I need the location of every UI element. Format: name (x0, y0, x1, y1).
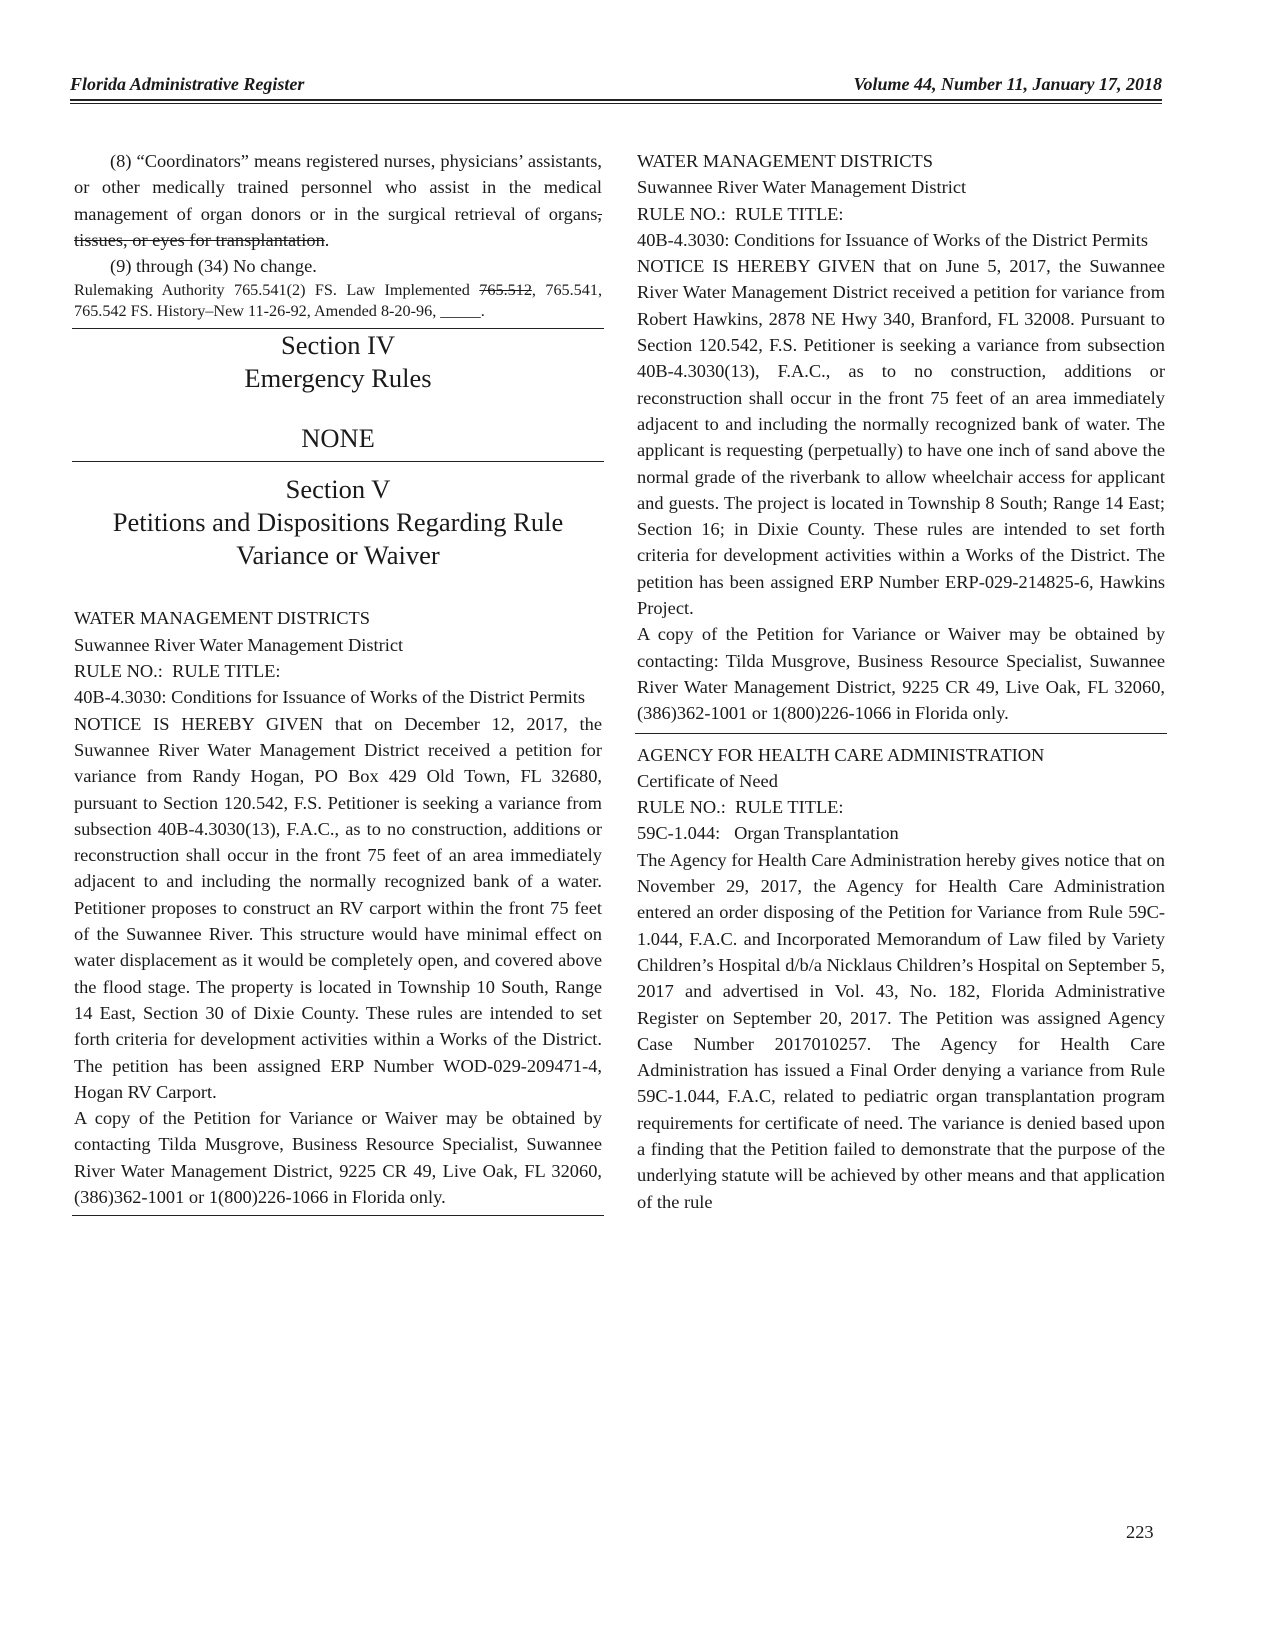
section-divider (72, 461, 604, 462)
district-name: Suwannee River Water Management District (74, 634, 404, 655)
notice-end-rule (72, 1215, 604, 1216)
agency-name: WATER MANAGEMENT DISTRICTS (74, 608, 370, 629)
left-column (74, 148, 602, 1216)
notice-paragraph: NOTICE IS HEREBY GIVEN that on June 5, 2017, the Suwannee River Water Management District received a petition for variance from Robert Hawkins, 2878 NE Hwy 340, Branford, FL 32008. Pursuant to Section 120.542, F.S. Petitioner is seeking a variance from subsection 40B-4.3030(13), F.A.C., as to no construction, additions or reconstruction shall occur in the front 75 feet of an area immediately adjacent to and including the normally recognized bank of water. The applicant is requesting (perpetually) to have one inch of sand above the normal grade of the riverbank to allow wheelchair access for applicant and guests. The project is located in Township 8 South; Range 14 East; Section 16; in Dixie County. These rules are intended to set forth criteria for development activities within a Works of the District. The petition has been assigned ERP Number ERP-029-214825-6, Hawkins Project. (637, 256, 1165, 619)
struck-text: , tissues, or eyes for transplantation (74, 203, 602, 250)
agency-name: AGENCY FOR HEALTH CARE ADMINISTRATION (637, 744, 1045, 765)
right-column (637, 148, 1165, 1215)
rulemaking-authority: Rulemaking Authority 765.541(2) FS. Law Implemented 765.512, 765.541, 765.542 FS. History–New 11-26-92, Amended 8-20-96, _____. (74, 281, 603, 321)
rule-label: RULE NO.: RULE TITLE: (74, 661, 281, 682)
category-name: Certificate of Need (637, 770, 778, 791)
no-change-paragraph: (9) through (34) No change. (110, 256, 317, 277)
section-v-heading: Section V Petitions and Dispositions Regarding Rule Variance or Waiver (112, 474, 564, 571)
header-rule-thin (70, 103, 1162, 104)
running-header (70, 74, 1162, 95)
district-name: Suwannee River Water Management District (637, 177, 967, 198)
rule-title: 59C-1.044: Organ Transplantation (637, 823, 899, 844)
header-rule (70, 99, 1162, 101)
page-number: 223 (1126, 1522, 1154, 1542)
section-iv-heading: Section IV Emergency Rules NONE (74, 329, 602, 455)
definition-paragraph: (8) “Coordinators” means registered nurses, physicians’ assistants, or other medically trained personnel who assist in the medical management of organ donors or in the surgical retrieval of organs, tissues, or eyes for transplantation. (74, 151, 602, 250)
none-text: NONE (301, 423, 375, 454)
struck-text: 765.512 (479, 281, 532, 300)
copy-paragraph: A copy of the Petition for Variance or Waiver may be obtained by contacting Tilda Musgrove, Business Resource Specialist, Suwannee River Water Management District, 9225 CR 49, Live Oak, FL 32060, (386)362-1001 or 1(800)226-1066 in Florida only. (74, 1108, 602, 1208)
copy-paragraph: A copy of the Petition for Variance or Waiver may be obtained by contacting: Tilda Musgrove, Business Resource Specialist, Suwannee River Water Management District, 9225 CR 49, Live Oak, FL 32060, (386)362-1001 or 1(800)226-1066 in Florida only. (637, 624, 1165, 724)
notice-divider (635, 733, 1167, 734)
rule-label: RULE NO.: RULE TITLE: (637, 203, 844, 224)
rule-title: 40B-4.3030: Conditions for Issuance of Works of the District Permits (637, 229, 1149, 250)
notice-paragraph: NOTICE IS HEREBY GIVEN that on December 12, 2017, the Suwannee River Water Management District received a petition for variance from Randy Hogan, PO Box 429 Old Town, FL 32680, pursuant to Section 120.542, F.S. Petitioner is seeking a variance from subsection 40B-4.3030(13), F.A.C., as to no construction, additions or reconstruction shall occur in the front 75 feet of an area immediately adjacent to and including the normally recognized bank of a water. Petitioner proposes to construct an RV carport within the front 75 feet of the Suwannee River. This structure would have minimal effect on water displacement as it would be completely open, and covered above the flood stage. The property is located in Township 10 South, Range 14 East, Section 30 of Dixie County. These rules are intended to set forth criteria for development activities within a Works of the District. The petition has been assigned ERP Number WOD-029-209471-4, Hogan RV Carport. (74, 713, 602, 1102)
agency-name: WATER MANAGEMENT DISTRICTS (637, 151, 933, 171)
rule-label: RULE NO.: RULE TITLE: (637, 797, 844, 818)
rule-title: 40B-4.3030: Conditions for Issuance of Works of the District Permits (74, 687, 586, 708)
issue-info: Volume 44, Number 11, January 17, 2018 (853, 74, 1162, 94)
notice-paragraph: The Agency for Health Care Administration hereby gives notice that on November 29, 2017, the Agency for Health Care Administration entered an order disposing of the Petition for Variance from Rule 59C-1.044, F.A.C. and Incorporated Memorandum of Law filed by Variety Children’s Hospital d/b/a Nicklaus Children’s Hospital on September 5, 2017 and advertised in Vol. 43, No. 182, Florida Administrative Register on September 20, 2017. The Petition was assigned Agency Case Number 2017010257. The Agency for Health Care Administration has issued a Final Order denying a variance from Rule 59C-1.044, F.A.C, related to pediatric organ transplantation program requirements for certificate of need. The variance is denied based upon a finding that the Petition failed to demonstrate that the purpose of the underlying statute will be achieved by other means and that application of the rule (637, 849, 1165, 1212)
publication-title: Florida Administrative Register (70, 74, 305, 94)
